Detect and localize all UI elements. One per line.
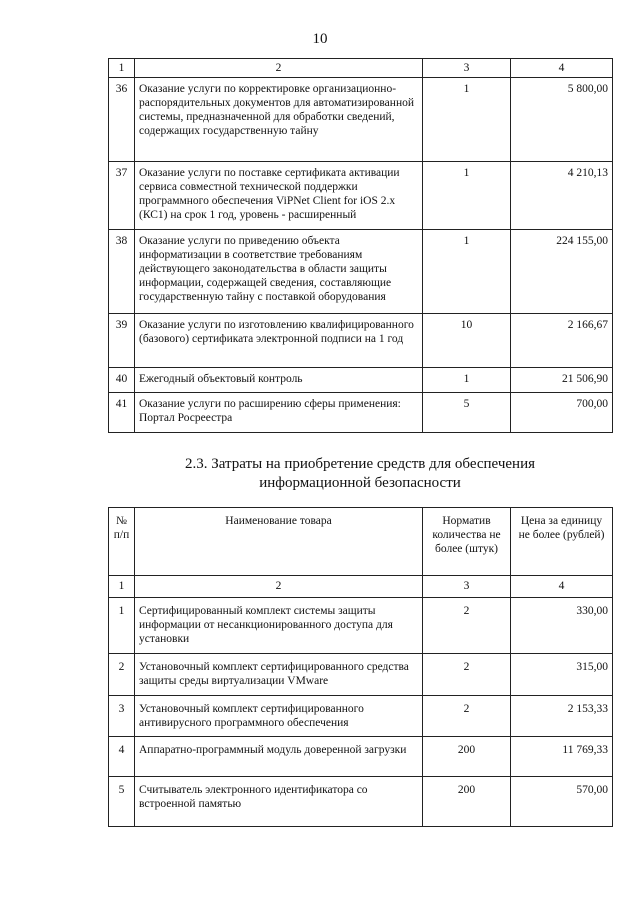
quantity: 1 xyxy=(423,162,511,230)
header-name: Наименование товара xyxy=(135,508,423,576)
price: 700,00 xyxy=(511,393,613,433)
price: 330,00 xyxy=(511,598,613,654)
section-title: 2.3. Затраты на приобретение средств для обеспечения информационной безопасности xyxy=(184,456,536,491)
row-number: 5 xyxy=(109,777,135,827)
product-name: Аппаратно-программный модуль доверенной загрузки xyxy=(135,737,423,777)
table-header-row xyxy=(109,508,613,576)
product-name: Сертифицированный комплект системы защиты информации от несанкционированного доступа для установки xyxy=(135,598,423,654)
row-number: 39 xyxy=(109,314,135,368)
security-equipment-table xyxy=(108,507,613,827)
quantity: 10 xyxy=(423,314,511,368)
product-name: Считыватель электронного идентификатора со встроенной памятью xyxy=(135,777,423,827)
table-row xyxy=(109,777,613,827)
row-number: 3 xyxy=(109,696,135,737)
table-row xyxy=(109,598,613,654)
row-number: 41 xyxy=(109,393,135,433)
row-number: 40 xyxy=(109,368,135,393)
row-number: 2 xyxy=(109,654,135,696)
row-number: 36 xyxy=(109,78,135,162)
column-number-cell: 2 xyxy=(135,576,423,598)
row-number: 37 xyxy=(109,162,135,230)
price: 5 800,00 xyxy=(511,78,613,162)
service-name: Оказание услуги по расширению сферы применения: Портал Росреестра xyxy=(135,393,423,433)
column-number-cell: 3 xyxy=(423,576,511,598)
column-number-cell: 4 xyxy=(511,59,613,78)
quantity: 1 xyxy=(423,230,511,314)
table-row xyxy=(109,78,613,162)
price: 21 506,90 xyxy=(511,368,613,393)
product-name: Установочный комплект сертифицированного средства защиты среды виртуализации VMware xyxy=(135,654,423,696)
quantity: 1 xyxy=(423,78,511,162)
table-row xyxy=(109,368,613,393)
service-name: Оказание услуги по поставке сертификата активации сервиса совместной технической поддержки программного обеспечения ViPNet Client for iOS 2.x (КС1) на срок 1 год, уровень - расширенный xyxy=(135,162,423,230)
page-number: 10 xyxy=(312,31,328,47)
table-row xyxy=(109,393,613,433)
price: 2 153,33 xyxy=(511,696,613,737)
service-name: Оказание услуги по корректировке организационно-распорядительных документов для автоматизированной системы, предназначенной для обработки сведений, содержащих государственную тайну xyxy=(135,78,423,162)
price: 315,00 xyxy=(511,654,613,696)
service-name: Оказание услуги по изготовлению квалифицированного (базового) сертификата электронной подписи на 1 год xyxy=(135,314,423,368)
quantity: 1 xyxy=(423,368,511,393)
row-number: 4 xyxy=(109,737,135,777)
column-number-cell: 1 xyxy=(109,59,135,78)
column-number-cell: 4 xyxy=(511,576,613,598)
table-row xyxy=(109,162,613,230)
quantity: 200 xyxy=(423,777,511,827)
column-number-cell: 1 xyxy=(109,576,135,598)
row-number: 38 xyxy=(109,230,135,314)
table-row xyxy=(109,696,613,737)
quantity: 2 xyxy=(423,654,511,696)
header-quantity: Норматив количества не более (штук) xyxy=(423,508,511,576)
column-number-cell: 3 xyxy=(423,59,511,78)
column-numbers-row xyxy=(109,576,613,598)
header-number: № п/п xyxy=(109,508,135,576)
row-number: 1 xyxy=(109,598,135,654)
quantity: 200 xyxy=(423,737,511,777)
table-header-row xyxy=(109,59,613,78)
service-name: Оказание услуги по приведению объекта информатизации в соответствие требованиям действующего законодательства в области защиты информации, содержащей сведения, составляющие государственную тайну с поставкой оборудования xyxy=(135,230,423,314)
price: 224 155,00 xyxy=(511,230,613,314)
table-row xyxy=(109,737,613,777)
table-row xyxy=(109,230,613,314)
quantity: 2 xyxy=(423,696,511,737)
services-table-continued xyxy=(108,58,613,433)
header-price: Цена за единицу не более (рублей) xyxy=(511,508,613,576)
product-name: Установочный комплект сертифицированного антивирусного программного обеспечения xyxy=(135,696,423,737)
quantity: 2 xyxy=(423,598,511,654)
table-row xyxy=(109,654,613,696)
quantity: 5 xyxy=(423,393,511,433)
table-row xyxy=(109,314,613,368)
price: 570,00 xyxy=(511,777,613,827)
service-name: Ежегодный объектовый контроль xyxy=(135,368,423,393)
price: 11 769,33 xyxy=(511,737,613,777)
price: 4 210,13 xyxy=(511,162,613,230)
price: 2 166,67 xyxy=(511,314,613,368)
column-number-cell: 2 xyxy=(135,59,423,78)
